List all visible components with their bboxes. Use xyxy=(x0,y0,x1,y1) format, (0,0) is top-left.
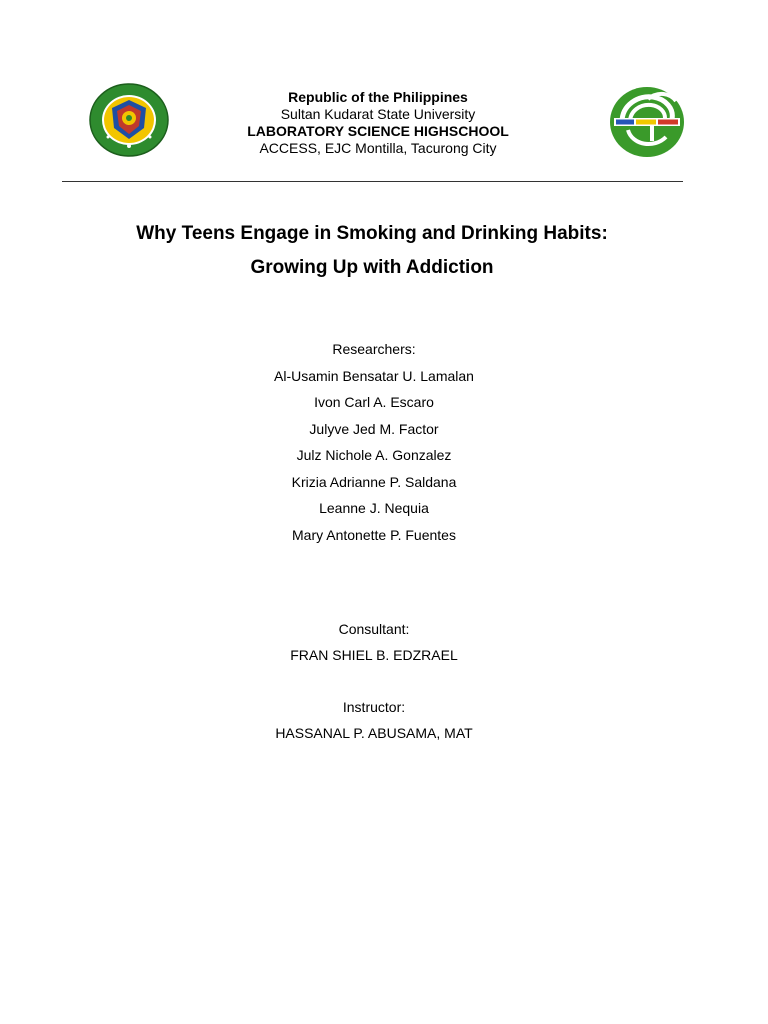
letterhead xyxy=(180,89,576,157)
address-line: ACCESS, EJC Montilla, Tacurong City xyxy=(259,140,497,156)
school-emblem-icon xyxy=(608,85,686,159)
title-line-1: Why Teens Engage in Smoking and Drinking Habits: xyxy=(136,223,608,244)
researcher-name: Julyve Jed M. Factor xyxy=(309,420,439,437)
paper-title xyxy=(40,217,704,285)
university-line: Sultan Kudarat State University xyxy=(280,106,476,122)
instructor-name: HASSANAL P. ABUSAMA, MAT xyxy=(275,725,473,741)
university-seal-icon xyxy=(88,82,170,158)
researcher-name: Krizia Adrianne P. Saldana xyxy=(291,473,457,490)
researcher-name: Ivon Carl A. Escaro xyxy=(314,394,434,410)
researcher-name: Leanne J. Nequia xyxy=(319,500,429,516)
researcher-name: Mary Antonette P. Fuentes xyxy=(292,526,456,543)
consultant-name: FRAN SHIEL B. EDZRAEL xyxy=(290,647,458,663)
researchers-label: Researchers: xyxy=(332,341,416,357)
researcher-name: Julz Nichole A. Gonzalez xyxy=(296,447,452,463)
researcher-name: Al-Usamin Bensatar U. Lamalan xyxy=(274,367,474,384)
consultant-section xyxy=(174,616,574,668)
instructor-label: Instructor: xyxy=(342,699,406,715)
researchers-section xyxy=(174,336,574,548)
header-divider xyxy=(62,181,683,182)
consultant-label: Consultant: xyxy=(338,621,410,637)
instructor-section xyxy=(174,694,574,746)
school-line: LABORATORY SCIENCE HIGHSCHOOL xyxy=(247,123,509,139)
country-line: Republic of the Philippines xyxy=(288,89,468,105)
title-line-2: Growing Up with Addiction xyxy=(250,257,494,278)
